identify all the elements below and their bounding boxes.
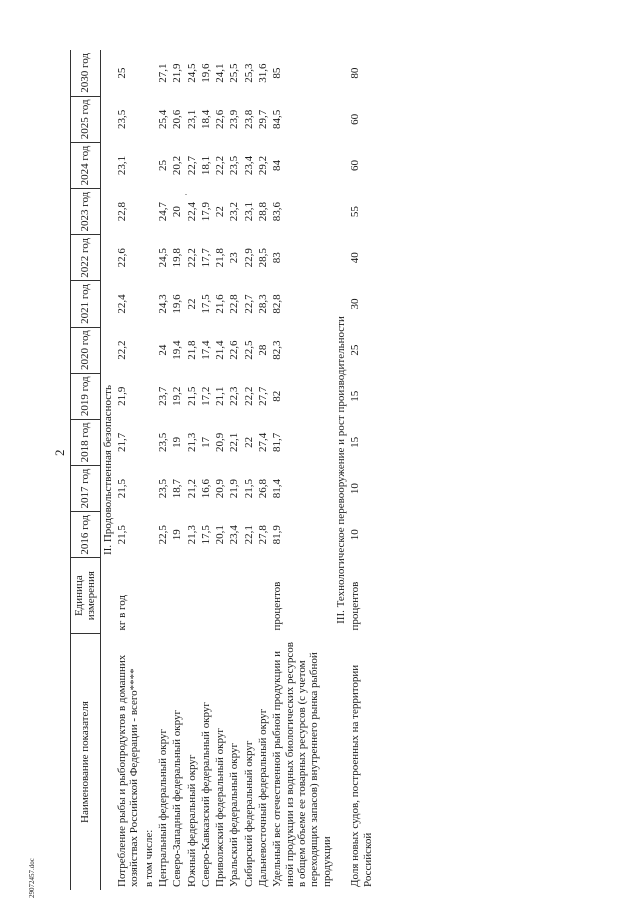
cell-value: 20,2 [171, 155, 184, 176]
cell-value: 24,1 [214, 63, 227, 83]
cell-value: 24 [156, 344, 169, 356]
cell-value: 23,4 [228, 525, 241, 545]
cell-value: 22,8 [115, 202, 128, 222]
cell-value: 81,7 [271, 432, 284, 453]
cell-value: 22,9 [242, 248, 255, 268]
cell-value: 23,1 [242, 202, 255, 222]
cell-value: 21,3 [185, 432, 198, 453]
cell-value: 20,9 [214, 478, 227, 499]
cell-value: 21,9 [228, 478, 241, 499]
cell-value: 82 [271, 390, 284, 402]
row-unit [170, 558, 184, 634]
cell-value: 81,9 [271, 525, 284, 545]
cell-value: 23,5 [115, 109, 128, 129]
cell-value: 24,7 [156, 202, 169, 222]
cell-value: 15 [349, 436, 362, 448]
table-row-district [170, 50, 184, 890]
district-name: Центральный федеральный округ [156, 728, 169, 887]
cell-value: 17,4 [199, 340, 212, 360]
cell-value: 21,5 [115, 478, 128, 499]
cell-value: 23,1 [115, 155, 128, 176]
row-unit [227, 558, 241, 634]
cell-value: 22,2 [242, 386, 255, 406]
cell-value: 23,5 [156, 478, 169, 499]
cell-value: 60 [349, 113, 362, 125]
cell-value: 19 [171, 529, 184, 541]
cell-value: 29,2 [257, 155, 270, 176]
cell-value: 28,3 [257, 294, 270, 314]
cell-value: 20,9 [214, 432, 227, 453]
cell-value: 19,4 [171, 340, 184, 360]
cell-value: 23,4 [242, 155, 255, 176]
cell-value: 22,7 [242, 294, 255, 314]
row-unit [213, 558, 227, 634]
cell-value: 16,6 [199, 478, 212, 499]
footer-filename: 29072457.doc [28, 858, 36, 898]
table-row-district [199, 50, 213, 890]
header-year: 2021 год [71, 281, 101, 327]
cell-value: 29,7 [257, 109, 270, 129]
table-row-share-domestic [270, 50, 334, 890]
district-name: Уральский федеральный округ [228, 742, 241, 887]
row-unit: процентов [271, 581, 284, 631]
cell-value: 22,6 [228, 340, 241, 360]
cell-value: 21,9 [115, 386, 128, 406]
row-unit [185, 558, 199, 634]
row-name: Удельный вес отечественной рыбной продукции и иной продукции из водных биологических ресурсов в общем объеме ее товарных ресурсов (с учетом переходящих запасов) внутреннего рынка рыбной продукции [271, 642, 333, 887]
cell-value: 22,6 [214, 109, 227, 129]
cell-value: 30 [349, 298, 362, 310]
header-year: 2018 год [71, 419, 101, 465]
district-name: Приволжский федеральный округ [214, 728, 227, 887]
cell-value: 25 [349, 344, 362, 356]
cell-value: 22,7 [185, 155, 198, 176]
row-unit: кг в год [115, 594, 128, 631]
cell-value: 60 [349, 159, 362, 171]
cell-value: 22 [185, 298, 198, 310]
rotated-table-container [70, 50, 630, 890]
cell-value: 19 [171, 436, 184, 448]
cell-value: 10 [349, 529, 362, 541]
row-unit [242, 558, 256, 634]
cell-value: 83 [271, 252, 284, 264]
table-row-district [227, 50, 241, 890]
cell-value: 17,7 [199, 248, 212, 268]
cell-value: 81,4 [271, 478, 284, 499]
cell-value: 22 [214, 206, 227, 218]
cell-value: 19,6 [199, 63, 212, 83]
cell-value: 22,1 [242, 525, 255, 545]
table-row-district [256, 50, 270, 890]
header-unit: Единица измерения [71, 558, 101, 634]
cell-value: 17,2 [199, 386, 212, 406]
cell-value: 84 [271, 159, 284, 171]
table-header-row [71, 50, 101, 890]
cell-value: 23 [228, 252, 241, 264]
cell-value: 17,9 [199, 202, 212, 222]
cell-value: 82,3 [271, 340, 284, 360]
table-row-including [142, 50, 156, 890]
cell-value: 19,2 [171, 386, 184, 406]
cell-value: 40 [349, 252, 362, 264]
header-year: 2030 год [71, 50, 101, 96]
cell-value: 84,5 [271, 109, 284, 129]
cell-value: 25 [156, 159, 169, 171]
row-name: Доля новых судов, построенных на территории Российской [349, 664, 374, 887]
scan-dot-mark: . [185, 188, 187, 197]
cell-value: 22,4 [115, 294, 128, 314]
cell-value: 83,6 [271, 202, 284, 222]
cell-value: 22,5 [156, 525, 169, 545]
cell-value: 21,3 [185, 525, 198, 545]
cell-value: 21,8 [185, 340, 198, 360]
cell-value: 85 [271, 67, 284, 79]
cell-value: 23,9 [228, 109, 241, 129]
cell-value: 23,5 [228, 155, 241, 176]
page-number: 2 [52, 449, 67, 456]
cell-value: 22,2 [214, 155, 227, 176]
cell-value: 21,7 [115, 432, 128, 453]
header-year: 2020 год [71, 327, 101, 373]
cell-value: 28 [257, 344, 270, 356]
header-year: 2022 год [71, 235, 101, 281]
cell-value: 22,1 [228, 432, 241, 453]
cell-value: 27,1 [156, 63, 169, 83]
cell-value: 22,3 [228, 386, 241, 406]
row-unit: процентов [349, 581, 362, 631]
table-row-district [156, 50, 170, 890]
section-row [100, 50, 115, 890]
header-year: 2025 год [71, 96, 101, 142]
table-row-new-vessels [348, 50, 375, 890]
cell-value: 17,5 [199, 525, 212, 545]
cell-value: 21,5 [115, 525, 128, 545]
cell-value: 22,5 [242, 340, 255, 360]
cell-value: 23,5 [156, 432, 169, 453]
cell-value: 25,4 [156, 109, 169, 129]
cell-value: 23,2 [228, 202, 241, 222]
row-name: Потребление рыбы и рыбопродуктов в домашних хозяйствах Российской Федерации - всего**** [115, 654, 141, 887]
cell-value: 19,6 [171, 294, 184, 314]
district-name: Северо-Кавказский федеральный округ [199, 702, 212, 887]
table-row-consumption [115, 50, 142, 890]
cell-value: 21,5 [185, 386, 198, 406]
header-year: 2023 год [71, 189, 101, 235]
cell-value: 21,5 [242, 478, 255, 499]
district-name: Северо-Западный федеральный округ [171, 709, 184, 887]
row-unit [156, 558, 170, 634]
section-title-technology: III. Технологическое перевооружение и рост производительности [334, 316, 347, 624]
cell-value: 17,5 [199, 294, 212, 314]
cell-value: 55 [349, 206, 362, 218]
cell-value: 17 [199, 436, 212, 448]
cell-value: 23,1 [185, 109, 198, 129]
cell-value: 18,4 [199, 109, 212, 129]
including-label: в том числе: [142, 829, 155, 887]
district-name: Сибирский федеральный округ [242, 740, 255, 887]
cell-value: 82,8 [271, 294, 284, 314]
cell-value: 27,8 [257, 525, 270, 545]
cell-value: 22,4 [185, 202, 198, 222]
cell-value: 23,7 [156, 386, 169, 406]
header-year: 2016 год [71, 512, 101, 558]
cell-value: 22,2 [185, 248, 198, 268]
cell-value: 28,5 [257, 248, 270, 268]
cell-value: 19,8 [171, 248, 184, 268]
cell-value: 25,3 [242, 63, 255, 83]
cell-value: 24,3 [156, 294, 169, 314]
cell-value: 22,8 [228, 294, 241, 314]
cell-value: 20,6 [171, 109, 184, 129]
row-unit [256, 558, 270, 634]
header-year: 2017 год [71, 466, 101, 512]
cell-value: 22,6 [115, 248, 128, 268]
cell-value: 21,2 [185, 478, 198, 499]
cell-value: 80 [349, 67, 362, 79]
row-unit [199, 558, 213, 634]
cell-value: 27,7 [257, 386, 270, 406]
header-year: 2024 год [71, 142, 101, 188]
district-name: Южный федеральный округ [185, 754, 198, 887]
header-name: Наименование показателя [71, 634, 101, 890]
cell-value: 23,8 [242, 109, 255, 129]
cell-value: 18,7 [171, 478, 184, 499]
table-row-district [185, 50, 199, 890]
cell-value: 20,1 [214, 525, 227, 545]
cell-value: 31,6 [257, 63, 270, 83]
cell-value: 27,4 [257, 432, 270, 453]
table-row-district [213, 50, 227, 890]
indicators-table [70, 50, 375, 890]
header-year: 2019 год [71, 373, 101, 419]
district-name: Дальневосточный федеральный округ [257, 708, 270, 887]
table-row-district [242, 50, 256, 890]
section-row [334, 50, 348, 890]
cell-value: 26,8 [257, 478, 270, 499]
cell-value: 21,9 [171, 63, 184, 83]
cell-value: 28,8 [257, 202, 270, 222]
cell-value: 22 [242, 436, 255, 448]
cell-value: 10 [349, 483, 362, 495]
cell-value: 25 [115, 67, 128, 79]
cell-value: 22,2 [115, 340, 128, 360]
section-title-food-security: II. Продовольственная безопасность [101, 385, 114, 555]
cell-value: 24,5 [185, 63, 198, 83]
cell-value: 24,5 [156, 248, 169, 268]
cell-value: 15 [349, 390, 362, 402]
cell-value: 21,8 [214, 248, 227, 268]
cell-value: 21,6 [214, 294, 227, 314]
cell-value: 21,4 [214, 340, 227, 360]
cell-value: 18,1 [199, 155, 212, 176]
cell-value: 21,1 [214, 386, 227, 406]
cell-value: 25,5 [228, 63, 241, 83]
cell-value: 20 [171, 206, 184, 218]
